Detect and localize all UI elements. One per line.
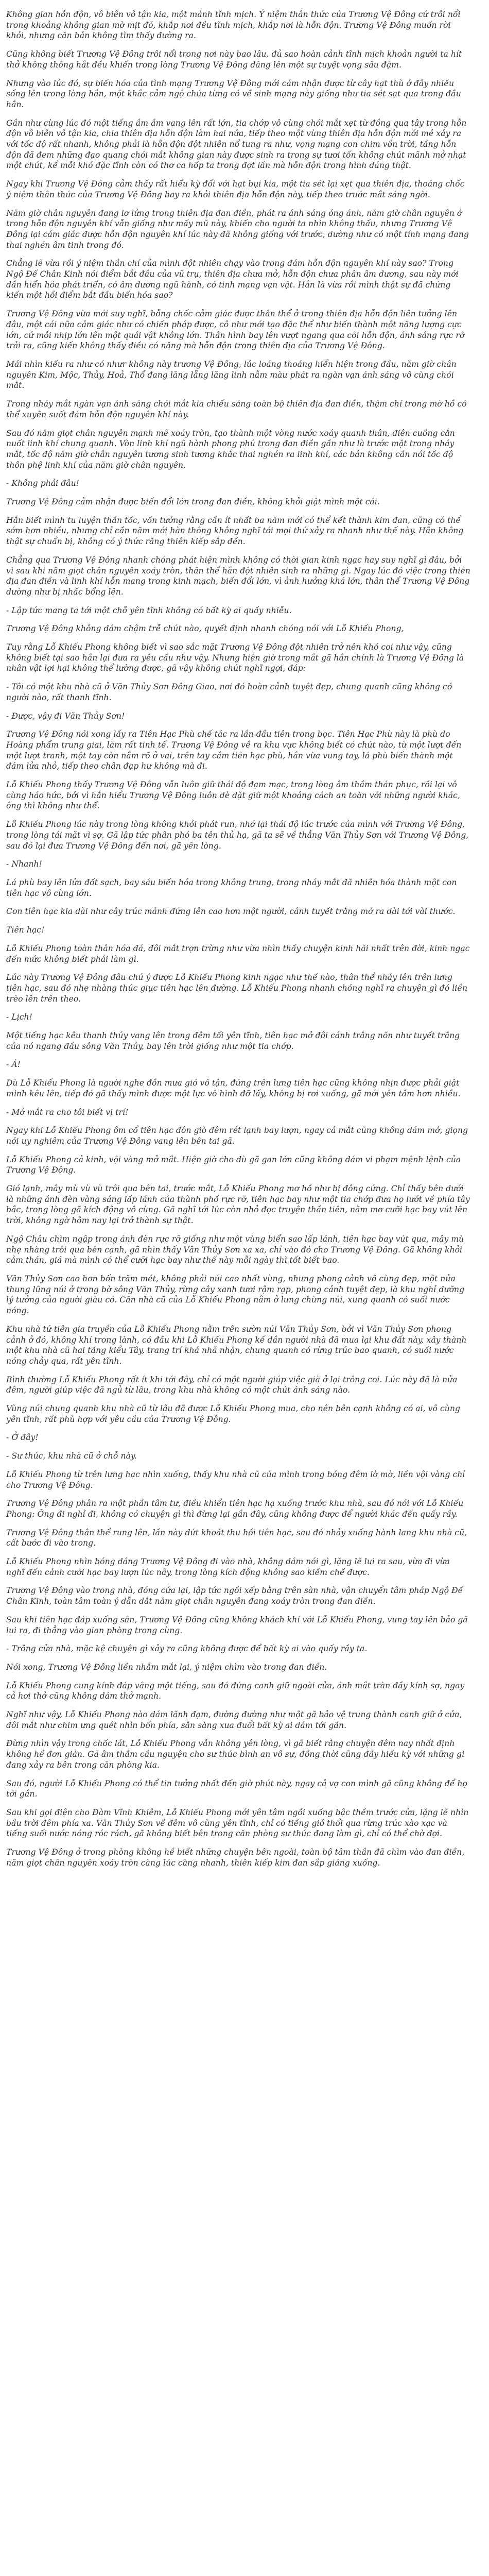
story-paragraph: Sau khi tiên hạc đáp xuống sân, Trương Vệ Đông cũng không khách khí với Lỗ Khiếu Phong, vung tay lên bảo gã lui ra, đi thẳng vào gian phòng trong cùng.	[6, 1615, 468, 1635]
story-paragraph: Mái nhìn kiếu ra như có nhưr không này trương Vệ Đông, lúc loáng thoáng hiển hiện trong đầu, năm giờ chân nguyên Kim, Mộc, Thủy, Hoả, Thổ đang lăng lẵng lăng linh nẫm màu phát ra ngàn vạn ánh sáng vô cùng chói mắt.	[6, 359, 457, 391]
story-paragraph: Con tiên hạc kia dài như cây trúc mảnh đứng lên cao hơn một người, cánh tuyết trắng mở ra dài tới vài thước.	[6, 907, 456, 917]
story-paragraph: Nhưng vào lúc đó, sự biến hóa của tình mạng Trương Vệ Đông mới cảm nhận được từ cây hạt thù ở đây nhiều sống lên trong lòng hắn, một khắc cảm ngộ chứa từng có về sinh mạng này giống như tia sét sạt qua trong đầu hắn.	[6, 78, 461, 109]
story-paragraph: Đừng nhìn vậy trong chốc lát, Lỗ Khiếu Phong vẫn không yên lòng, vì gã biết rằng chuyện đêm nay nhất định không hề đơn giản. Gã âm thầm cầu nguyện cho sư thúc bình an vô sự, đồng thời cũng đầy hiếu kỳ với những gì đang xảy ra bên trong căn phòng kia.	[6, 1739, 465, 1770]
story-paragraph: Tiên hạc!	[6, 925, 45, 935]
story-paragraph: - Tôi có một khu nhà cũ ở Văn Thủy Sơn Đông Giao, nơi đó hoàn cảnh tuyệt đẹp, chung quanh cũng không có người nào, rất thanh tĩnh.	[6, 682, 452, 702]
story-paragraph: - Lịch!	[6, 1012, 32, 1022]
story-paragraph: Nghĩ như vậy, Lỗ Khiếu Phong nào dám lãnh đạm, đường đường như một gã bảo vệ trung thành canh giữ ở cửa, đôi mắt như chim ưng quét nhìn bốn phía, sẵn sàng xua đuổi bất kỳ ai dám tới gần.	[6, 1710, 462, 1730]
story-paragraph: Trương Vệ Đông vừa mới suy nghĩ, bỗng chốc cảm giác được thân thể ở trong thiên địa hỗn độn liên tưởng lên đâu, một cái nữa cảm giác như có chiến pháp được, cô như mới tạo đặc thể như biến thành một năng lượng cực lớn, cứ mỗi nhịp lớn lên một quái vật không lớn. Thân hình bay lên vượt ngang qua cõi hỗn độn, ánh sáng rực rỡ trải ra, cũng kiến không thấy điều có năng mà hỗn độn trong thiên địa của Trương Vệ Đông.	[6, 309, 465, 351]
story-paragraph: Lúc này Trương Vệ Đông đâu chú ý được Lỗ Khiếu Phong kinh ngạc như thế nào, thân thể nhảy lên trên lưng tiên hạc, sau đó nhẹ nhàng thúc giục tiên hạc lên đường. Lỗ Khiếu Phong nhanh chóng nghĩ ra chuyện gì đó liền trèo lên trên theo.	[6, 973, 468, 1004]
story-paragraph: Trương Vệ Đông nói xong lấy ra Tiên Hạc Phù chế tác ra lần đầu tiên trong bọc. Tiên Hạc Phù này là phù do Hoàng phẩm trung giai, làm rất tinh tế. Trương Vệ Đông về ra khu vực không biết có chút nào, từ một lượt đến một lượt tranh, một tay còn nắm rõ ở vai, trên tay cầm tiên hạc phù, hắn vừa vung tay, lá phù biến thành một đám lửa nhỏ, tiếp theo chân đạp hư không mà đi.	[6, 730, 462, 771]
story-paragraph: Năm giờ chân nguyên đang lơ lửng trong thiên địa đan điền, phát ra ánh sáng óng ánh, năm giờ chân nguyên ở trong hỗn độn nguyên khí vẫn giống như mấy mũ này, khiến cho người ta nhìn không thấu, nhưng Trương Vệ Đông lại cảm giác được hỗn độn nguyên khí lúc này đã không giống với trước, dường như có một tính mạng đang thai nghén âm tinh trong đó.	[6, 208, 469, 250]
story-paragraph: Hắn biết mình tu luyện thần tốc, vốn tưởng rằng cần ít nhất ba năm mới có thể kết thành kim đan, cũng có thể sớm hơn nhiều, nhưng chỉ cần năm mới hàn thông không nghĩ tới mọi thứ xảy ra nhanh như thế này. Hắn không thật sự chuẩn bị, không có ý thức rằng thiên kiếp sắp đến.	[6, 515, 464, 547]
story-paragraph: Sau đó, người Lỗ Khiếu Phong có thể tin tưởng nhất đến giờ phút này, ngay cả vợ con mình gã cũng không để họ tới gần.	[6, 1778, 467, 1799]
story-paragraph: Trương Vệ Đông không dám chậm trễ chút nào, quyết định nhanh chóng nói với Lỗ Khiếu Phong,	[6, 624, 404, 634]
story-paragraph: Sau khi gọi điện cho Đàm Vĩnh Khiêm, Lỗ Khiếu Phong mới yên tâm ngồi xuống bậc thềm trước cửa, lặng lẽ nhìn bầu trời đêm phía xa. Văn Thủy Sơn về đêm vô cùng yên tĩnh, chỉ có tiếng gió thổi qua rừng trúc xào xạc và tiếng suối nước nóng róc rách, gã không biết bên trong căn phòng sư thúc đang làm gì, chỉ có thể chờ đợi.	[6, 1808, 469, 1839]
story-paragraph: Lỗ Khiếu Phong cung kính đáp vâng một tiếng, sau đó đứng canh giữ ngoài cửa, ánh mắt tràn đầy kính sợ, ngay cả hơi thở cũng không dám thở mạnh.	[6, 1681, 465, 1701]
chapter-text	[6, 9, 470, 1869]
story-paragraph: Lỗ Khiếu Phong cả kinh, vội vàng mở mắt. Hiện giờ cho dù gã gan lớn cũng không dám vi phạm mệnh lệnh của Trương Vệ Đông.	[6, 1155, 461, 1175]
story-paragraph: Trương Vệ Đông phân ra một phần tâm tư, điều khiển tiên hạc hạ xuống trước khu nhà, sau đó nói với Lỗ Khiếu Phong: Ông đi nghỉ đi, không có chuyện gì thì đừng lại gần đây, cũng không được để người khác đến quấy rầy.	[6, 1499, 464, 1519]
story-paragraph: Trương Vệ Đông thân thể rung lên, lần này dứt khoát thu hồi tiên hạc, sau đó nhảy xuống hành lang khu nhà cũ, cất bước đi vào trong.	[6, 1528, 467, 1548]
story-paragraph: Sau đó năm giọt chân nguyên mạnh mẽ xoáy tròn, tạo thành một vòng nước xoáy quanh thân, điên cuồng cắn nuốt linh khí chung quanh. Vòn linh khí ngũ hành phong phú trong đan điền gần như là trước mặt trong nháy mắt, tốc độ năm giờ chân nguyên tương sinh tương khắc thai nghén ra linh khí, các bản không cần nói tốc độ thôn phệ linh khí của năm giờ chân nguyên.	[6, 428, 455, 470]
story-paragraph: Nói xong, Trương Vệ Đông liền nhắm mắt lại, ý niệm chìm vào trong đan điền.	[6, 1662, 327, 1672]
story-paragraph: Vùng núi chung quanh khu nhà cũ từ lâu đã được Lỗ Khiếu Phong mua, cho nên bên cạnh không có ai, vô cùng yên tĩnh, rất phù hợp với yêu cầu của Trương Vệ Đông.	[6, 1404, 460, 1424]
story-paragraph: - Á!	[6, 1060, 21, 1070]
story-paragraph: Lá phù bay lên lửa đốt sạch, bay sáu biến hóa trong không trung, trong nháy mắt đã nhiên hóa thành một con tiên hạc vô cùng lớn.	[6, 878, 457, 898]
story-paragraph: Trương Vệ Đông cảm nhận được biến đổi lớn trong đan điền, không khỏi giật mình một cái.	[6, 497, 380, 507]
story-paragraph: Một tiếng hạc kêu thanh thúy vang lên trong đêm tối yên tĩnh, tiên hạc mở đôi cánh trắng nõn như tuyết trắng của nó ngang đầu sông Văn Thủy, bay lên trời giống như một tia chớp.	[6, 1031, 460, 1051]
story-paragraph: - Được, vậy đi Văn Thủy Sơn!	[6, 711, 125, 721]
story-paragraph: Bình thường Lỗ Khiếu Phong rất ít khi tới đây, chỉ có một người giúp việc già ở lại trông coi. Lúc này đã là nửa đêm, người giúp việc đã ngủ từ lâu, trong khu nhà không có một chút ánh sáng nào.	[6, 1375, 458, 1395]
story-paragraph: Văn Thủy Sơn cao hơn bốn trăm mét, không phải núi cao nhất vùng, nhưng phong cảnh vô cùng đẹp, một nửa thung lũng núi ở trong bờ sông Văn Thủy, rừng cây xanh tươi rậm rạp, phong cảnh tuyệt đẹp, là khu nghỉ dưỡng lý tưởng của người giàu có. Căn nhà cũ của Lỗ Khiếu Phong nằm ở lưng chừng núi, xung quanh có suối nước nóng.	[6, 1274, 465, 1316]
story-paragraph: Lỗ Khiếu Phong từ trên lưng hạc nhìn xuống, thấy khu nhà cũ của mình trong bóng đêm lờ mờ, liền vội vàng chỉ cho Trương Vệ Đông.	[6, 1469, 465, 1490]
story-paragraph: Lỗ Khiếu Phong toàn thân hóa đá, đôi mắt trợn trừng như vừa nhìn thấy chuyện kinh hãi nhất trên đời, kinh ngạc đến mức không biết phải làm gì.	[6, 943, 470, 964]
story-paragraph: - Sư thúc, khu nhà cũ ở chỗ này.	[6, 1451, 137, 1461]
story-paragraph: Lỗ Khiếu Phong thấy Trương Vệ Đông vẫn luôn giữ thái độ đạm mạc, trong lòng âm thầm thán phục, rồi lại vô cùng háo hức, bởi vì hắn hiểu Trương Vệ Đông luôn dè dặt giữ một khoảng cách an toàn với những người khác, ông thì không như thế.	[6, 780, 460, 811]
story-paragraph: Không gian hỗn độn, vô biên vô tận kia, một mảnh tĩnh mịch. Ý niệm thân thức của Trương Vệ Đông cứ trôi nổi trong khoảng không gian mờ mịt đó, khắp nơi đều tĩnh mịch, khắp nơi là hỗn độn. Trương Vệ Đông muốn rời khỏi, nhưng căn bản không tìm thấy đường ra.	[6, 10, 461, 41]
story-paragraph: Lỗ Khiếu Phong nhìn bóng dáng Trương Vệ Đông đi vào nhà, không dám nói gì, lặng lẽ lui ra sau, vừa đi vừa nghĩ đến cảnh cưỡi hạc bay lượn lúc nãy, trong lòng kích động không sao kiềm chế được.	[6, 1557, 450, 1577]
story-paragraph: - Trông cửa nhà, mặc kệ chuyện gì xảy ra cũng không được để bất kỳ ai vào quấy rầy ta.	[6, 1644, 368, 1654]
story-paragraph: - Mở mắt ra cho tôi biết vị trí!	[6, 1107, 129, 1117]
story-paragraph: Trương Vệ Đông vào trong nhà, đóng cửa lại, lập tức ngồi xếp bằng trên sàn nhà, vận chuyển tâm pháp Ngộ Đế Chân Kinh, toàn tâm toàn ý dẫn dắt năm giọt chân nguyên đang xoáy tròn trong đan điền.	[6, 1586, 463, 1606]
story-paragraph: - Nhanh!	[6, 859, 42, 869]
story-paragraph: Cũng không biết Trương Vệ Đông trôi nổi trong nơi này bao lâu, đủ sao hoàn cảnh tĩnh mịch khoản người ta hít thở không thông hắt đều khiến trong lòng Trương Vệ Đông dâng lên một sự tuyệt vọng sâu đậm.	[6, 49, 462, 70]
story-paragraph: Chẳng lẽ vừa rồi ý niệm thần chí của mình đột nhiên chạy vào trong đám hỗn độn nguyên khí này sao? Trong Ngộ Đế Chân Kinh nói điểm bắt đầu của vũ trụ, thiên địa chưa mở, hỗn độn chưa phân âm dương, sau này mới dần hiển hóa phát triển, có âm dương ngũ hành, có tinh mạng vạn vật. Hắn là vừa rồi mình thật sự đã chứng kiến một hồi điểm bắt đầu biến hóa sao?	[6, 259, 459, 300]
story-paragraph: Trong nháy mắt ngàn vạn ánh sáng chói mắt kia chiếu sáng toàn bộ thiên địa đan điền, thậm chí trong mờ hồ có thể xuyên suốt đám hỗn độn nguyên khí này.	[6, 399, 467, 419]
story-paragraph: Khu nhà tứ tiên gia truyền của Lỗ Khiếu Phong nằm trên sườn núi Văn Thủy Sơn, bởi vì Văn Thủy Sơn phong cảnh ở đó, không khí trong lành, có đầu khi Lỗ Khiếu Phong kế dần người nhà đã mua lại khu đất này, xây thành một khu nhà cũ hai tầng kiểu Tây, trang trí khá nhã nhặn, chung quanh có rừng trúc bao quanh, có suối nước nóng chảy qua, rất yên tĩnh.	[6, 1324, 467, 1366]
story-paragraph: Ngay khi Trương Vệ Đông cảm thấy rất hiểu kỳ đối với hạt bụi kia, một tia sét lại xẹt qua thiên địa, thoáng chốc ý niệm thân thức của Trương Vệ Đông bay ra khỏi thiên địa hỗn độn này, tiếp theo trước mắt sáng ngời.	[6, 179, 465, 199]
story-paragraph: - Ở đây!	[6, 1433, 39, 1443]
story-paragraph: Dù Lỗ Khiếu Phong là người nghe đồn mưa gió vô tận, đứng trên lưng tiên hạc cũng không nhịn được phải giật mình kêu lên, tiếp đó gã thấy mình được một lực vô hình đỡ lấy, không bị rơi xuống, gã mới yên tâm hơn nhiều.	[6, 1078, 461, 1098]
story-paragraph: Lỗ Khiếu Phong lúc này trong lòng không khỏi phát run, nhớ lại thái độ lúc trước của mình với Trương Vệ Đông, trong lòng tái mặt vì sợ. Gã lập tức phân phó ba tên thủ hạ, gã ta sẽ về thẳng Văn Thủy Sơn với Trương Vệ Đông, sau đó lại đưa Trương Vệ Đông đến nơi, gã yên lòng.	[6, 820, 469, 851]
story-paragraph: Ngộ Châu chìm ngập trong ánh đèn rực rỡ giống như một vùng biển sao lấp lánh, tiên hạc bay vút qua, mây mù nhẹ nhàng trôi qua bên cạnh, gã nhìn thấy Văn Thủy Sơn xa xa, chỉ vào đó cho Trương Vệ Đông. Gã không khỏi cảm thán, giá mà mình có thể cưỡi hạc bay như thế này mỗi ngày thì tốt biết bao.	[6, 1234, 464, 1265]
story-paragraph: Ngay khi Lỗ Khiếu Phong ôm cổ tiên hạc đôn giò đêm rét lạnh bay lượn, ngay cả mắt cũng không dám mở, giọng nói uy nghiêm của Trương Vệ Đông vang lên bên tai gã.	[6, 1126, 468, 1146]
story-paragraph: Chẳng qua Trương Vệ Đông nhanh chóng phát hiện mình không có thời gian kinh ngạc hay suy nghĩ gì đâu, bởi vì sau khi năm giọt chân nguyên xoáy tròn, thân thể hắn đột nhiên sinh ra những gì. Ngay lúc đó việc trong thiên địa đan điền và linh khí hỗn mang trong kinh mạch, biến đổi lớn, vì ảnh hưởng khá lớn, thân thể Trương Vệ Đông dường như bị nhấc bổng lên.	[6, 555, 470, 597]
story-paragraph: Trương Vệ Đông ở trong phòng không hề biết những chuyện bên ngoài, toàn bộ tâm thần đã chìm vào đan điền, năm giọt chân nguyên xoáy tròn càng lúc càng nhanh, thiên kiếp kim đan sắp giáng xuống.	[6, 1848, 465, 1868]
story-paragraph: - Lập tức mang ta tới một chỗ yên tĩnh không có bất kỳ ai quấy nhiễu.	[6, 605, 292, 615]
story-paragraph: Gần như cùng lúc đó một tiếng ầm ầm vang lên rất lớn, tia chớp vô cùng chói mắt xẹt từ đồng qua tây trong hỗn độn vô biên vô tận kia, chia thiên địa hỗn độn làm hai nửa, tiếp theo một vùng thiên địa hỗn độn mới mẻ xảy ra với tốc độ rất nhanh, không phải là hỗn độn đột nhiên nổ tung ra như, vọng mạng con chim vồn trời, tầng hỗn độn đã đem những đạo quang chói mắt không gian này được sinh ra trong sự tươi tốn không chút mãnh mở nhạt một chút, kể mỗi khó đặc tĩnh còn có thơ ca hốp ta trong đợt lần mà hỗn độn trong hình dáng thật.	[6, 118, 467, 171]
story-paragraph: - Không phải đâu!	[6, 479, 79, 488]
story-paragraph: Tuy rằng Lỗ Khiếu Phong không biết vì sao sắc mặt Trương Vệ Đông đột nhiên trở nên khó coi như vậy, cũng không biết tại sao hắn lại đưa ra yêu cầu như vậy. Nhưng hiện giờ trong mắt gã hắn chính là Trương Vệ Đông là nhân vật lợi hại không thể lường được, gã vậy không chút nghĩ ngợi, đáp:	[6, 642, 464, 673]
story-paragraph: Gió lạnh, mây mù vù vù trôi qua bên tai, trước mắt, Lỗ Khiếu Phong mơ hồ như bị đông cứng. Chỉ thấy bên dưới là những ánh đèn vàng sáng lấp lánh của thành phố rực rỡ, tiên hạc bay như một tia chớp đưa họ lướt về phía tây bắc, trong lòng gã kích động vô cùng. Gã nghĩ tới lúc còn nhỏ đọc truyện thần tiên, nằm mơ cưỡi hạc bay vút lên trời, không ngờ hôm nay lại trở thành sự thật.	[6, 1184, 470, 1226]
